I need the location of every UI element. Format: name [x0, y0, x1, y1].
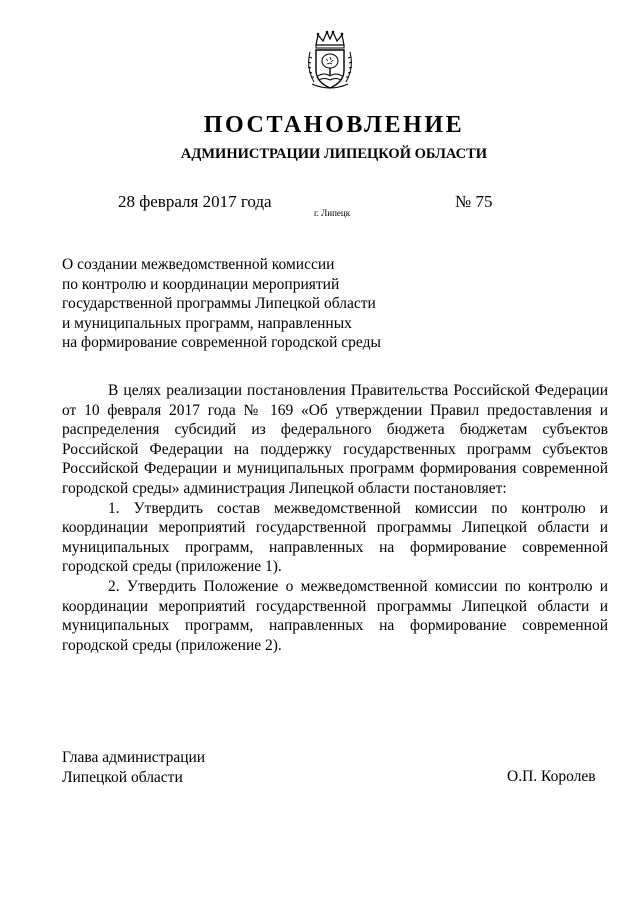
subject-line: О создании межведомственной комиссии: [62, 256, 335, 273]
document-date: 28 февраля 2017 года: [118, 192, 272, 211]
coat-of-arms-icon: [304, 30, 356, 92]
resolution-item-2: 2. Утвердить Положение о межведомственной комиссии по контролю и координации мероприятий государственной программы Липецкой области и муниципальных программ, направленных на формирование современной городской среды (приложение 2).: [62, 577, 608, 654]
position-line: Глава администрации: [62, 749, 206, 766]
document-body: [62, 381, 608, 655]
subject-line: государственной программы Липецкой области: [62, 295, 376, 312]
document-place: г. Липецк: [314, 208, 351, 218]
subject-line: на формирование современной городской среды: [62, 334, 381, 351]
position-line: Липецкой области: [62, 768, 183, 786]
signatory-position: [62, 748, 205, 787]
document-number: № 75: [455, 192, 493, 211]
resolution-item-1: 1. Утвердить состав межведомственной комиссии по контролю и координации мероприятий государственной программы Липецкой области и муниципальных программ, направленных на формирование современной городской среды (приложение 1).: [62, 499, 608, 576]
document-subject: [62, 255, 381, 353]
issuing-authority: АДМИНИСТРАЦИИ ЛИПЕЦКОЙ ОБЛАСТИ: [180, 146, 488, 162]
document-title: ПОСТАНОВЛЕНИЕ: [203, 112, 465, 138]
subject-line: и муниципальных программ, направленных: [62, 314, 352, 332]
subject-line: по контролю и координации мероприятий: [62, 275, 340, 293]
preamble-paragraph: В целях реализации постановления Правительства Российской Федерации от 10 февраля 2017 года № 169 «Об утверждении Правил предоставления и распределения субсидий из федерального бюджета бюджетам субъектов Российской Федерации на поддержку государственных программ субъектов Российской Федерации и муниципальных программ формирования современной городской среды» администрация Липецкой области постановляет:: [62, 382, 608, 497]
signatory-name: О.П. Королев: [507, 768, 596, 785]
